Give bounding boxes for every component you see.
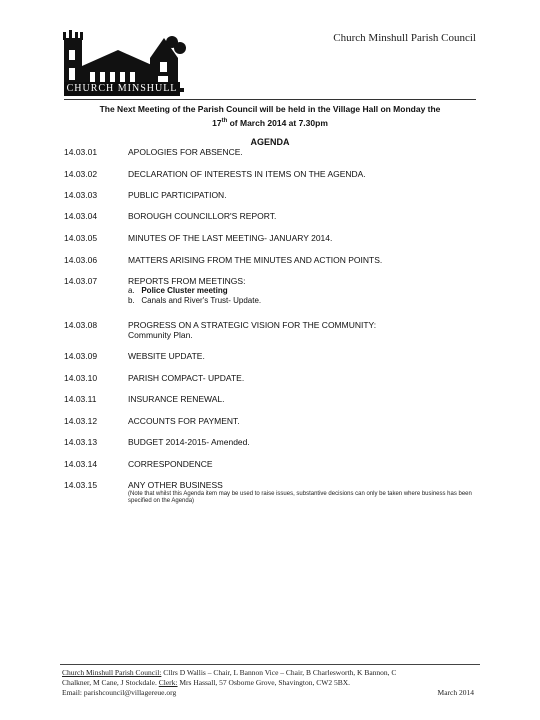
notice-day: 17	[212, 117, 222, 128]
item-number: 14.03.15	[64, 480, 98, 490]
item-text: DECLARATION OF INTERESTS IN ITEMS ON THE AGENDA.	[128, 169, 366, 179]
item-text: PROGRESS ON A STRATEGIC VISION FOR THE COMMUNITY:	[128, 320, 377, 330]
item-text: BOROUGH COUNCILLOR'S REPORT.	[128, 211, 277, 221]
agenda-heading: AGENDA	[250, 137, 290, 147]
item-number: 14.03.08	[64, 320, 98, 330]
item-number: 14.03.02	[64, 169, 98, 179]
footer-email[interactable]: Email: parishcouncil@villagereue.org	[62, 688, 177, 697]
item-number: 14.03.09	[64, 351, 98, 361]
notice-line-2	[60, 115, 480, 129]
item-text: PARISH COMPACT- UPDATE.	[128, 373, 245, 383]
item-text: INSURANCE RENEWAL.	[128, 394, 225, 404]
item-text: MATTERS ARISING FROM THE MINUTES AND ACTION POINTS.	[128, 255, 383, 265]
councillors: Cllrs D Wallis – Chair, L Bannon Vice – Chair, B Charlesworth, K Bannon, C	[161, 668, 397, 677]
notice-line-1: The Next Meeting of the Parish Council will be held in the Village Hall on Monday the	[99, 104, 441, 114]
item-number: 14.03.10	[64, 373, 98, 383]
item-number: 14.03.03	[64, 190, 98, 200]
footer-divider	[60, 664, 480, 665]
notice-date-time: of March 2014 at 7.30pm	[227, 117, 328, 128]
item-text: MINUTES OF THE LAST MEETING- JANUARY 2014.	[128, 233, 333, 243]
item-number: 14.03.07	[64, 276, 98, 286]
item-text: WEBSITE UPDATE.	[128, 351, 205, 361]
item-number: 14.03.01	[64, 147, 98, 157]
item-text: ANY OTHER BUSINESS	[128, 480, 223, 490]
item-text: CORRESPONDENCE	[128, 459, 213, 469]
item-number: 14.03.12	[64, 416, 98, 426]
item-number: 14.03.13	[64, 437, 98, 447]
item-number: 14.03.11	[64, 394, 97, 404]
logo-text: CHURCH MINSHULL	[64, 82, 180, 96]
footer	[62, 668, 482, 698]
clerk-label: Clerk:	[158, 678, 178, 687]
item-text: APOLOGIES FOR ABSENCE.	[128, 147, 243, 157]
clerk-address: Mrs Hassall, 57 Osborne Grove, Shavington, CW2 5BX.	[177, 678, 351, 687]
sub-item-a: a. Police Cluster meeting	[128, 286, 228, 295]
item-number: 14.03.05	[64, 233, 98, 243]
councillors-continued: Chalkner, M Cane, J Stockdale.	[62, 678, 159, 687]
footer-label: Church Minshull Parish Council:	[62, 668, 162, 677]
item-text-continued: Community Plan.	[128, 330, 193, 340]
footer-line-1	[62, 668, 482, 678]
item-text: BUDGET 2014-2015- Amended.	[128, 437, 250, 447]
footer-date: March 2014	[437, 688, 474, 697]
item-number: 14.03.06	[64, 255, 98, 265]
header-divider	[64, 99, 476, 100]
item-text: REPORTS FROM MEETINGS:	[128, 276, 246, 286]
item-number: 14.03.04	[64, 211, 98, 221]
notice-day-suffix: th	[221, 118, 228, 124]
item-number: 14.03.14	[64, 459, 98, 469]
item-text: ACCOUNTS FOR PAYMENT.	[128, 416, 240, 426]
item-note: (Note that whilst this Agenda item may be used to raise issues, substantive decisions can only be taken where business has been specified on the Agenda)	[128, 491, 472, 504]
sub-item-b: b. Canals and River's Trust- Update.	[128, 296, 262, 305]
item-text: PUBLIC PARTICIPATION.	[128, 190, 227, 200]
council-title: Church Minshull Parish Council	[333, 32, 476, 44]
meeting-notice	[60, 103, 480, 129]
footer-line-2	[62, 678, 482, 688]
